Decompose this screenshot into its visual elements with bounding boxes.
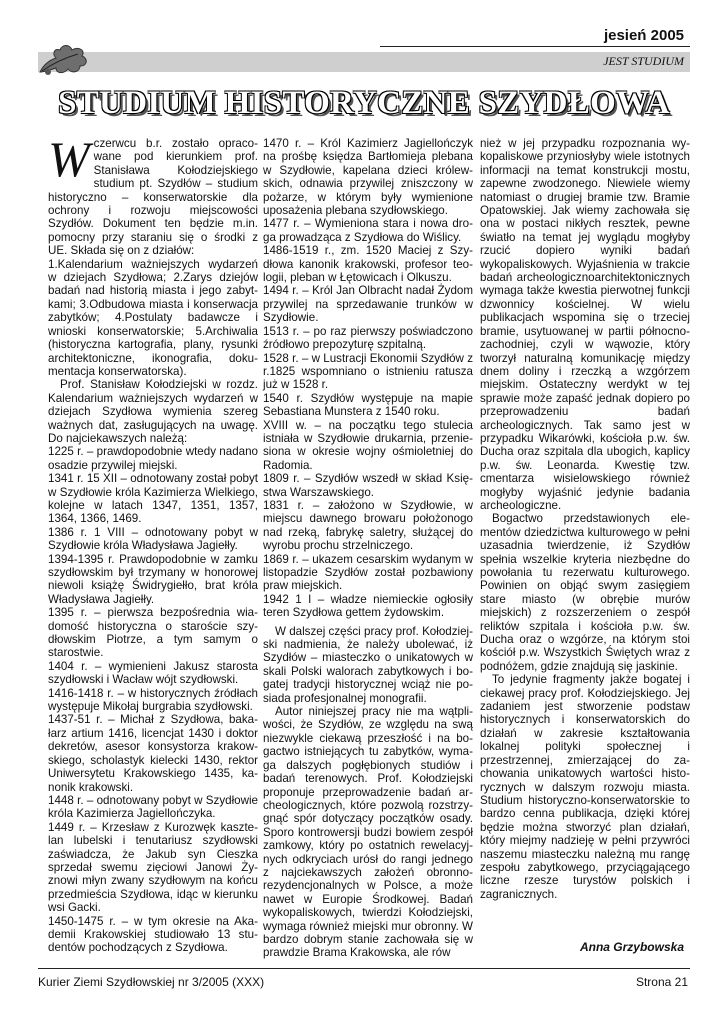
timeline-entry: 1225 r. – prawdopodobnie wtedy nadano osadzie przywilej miejski.: [48, 445, 258, 472]
timeline-entry: 1416-1418 r. – w historycznych źródłach występuje Mikołaj burgrabia szydłowski.: [48, 686, 258, 714]
timeline-entry: 1540 r. Szydłów występuje na mapie Sebastiana Munstera z 1540 roku.: [263, 391, 473, 419]
paragraph: Bogactwo przedstawionych elementów dziedzictwa kulturowego w pełni uzasadnia twierdzenie, iż Szydłów spełnia wszelkie kryteria niezbędne do powołania tu rezerwatu kulturowego. Powinien on objąć swym zasięgiem stare miasto (w obrębie murów miejskich) z rozszerzeniem o zespół reliktów szpitala i kościoła p.w. św. Ducha oraz o wzgórze, na którym stoi kościół p.w. Wszystkich Świętych wraz z podnóżem, gdzie znajdują się jaskinie.: [480, 512, 690, 673]
page-number: Strona 21: [635, 975, 688, 989]
timeline-entry: 1450-1475 r. – w tym okresie na Akademii Krakowskiej studiowało 13 studentów pochodzących z Szydłowa.: [48, 914, 258, 955]
timeline-entry: 1869 r. – ukazem cesarskim wydanym w listopadzie Szydłów został pozbawiony praw miejskich.: [263, 552, 473, 593]
issue-season: jesień 2005: [603, 27, 684, 44]
drop-cap: W: [48, 131, 90, 187]
timeline-entry: 1449 r. – Krzesław z Kurozwęk kasztelan lubelski i tenutariusz szydłowski zaświadcza, że Jakub syn Cieszka sprzedał swemu zięciowi Janowi Żyznowi młyn zwany szydłowym na końcu przedmieścia Szydłowa, idąc w kierunku wsi Gacki.: [48, 820, 258, 915]
timeline-entry: 1341 r. 15 XII – odnotowany został pobyt w Szydłowie króla Kazimierza Wielkiego, kolejne w latach 1347, 1351, 1357, 1364, 1366, 1469.: [48, 472, 258, 526]
timeline-entry: XVIII w. – na początku tego stulecia istniała w Szydłowie drukarnia, przeniesiona w okresie wojny ośmioletniej do Radomia.: [263, 418, 473, 472]
article-title: STUDIUM HISTORYCZNE SZYDŁOWA: [58, 85, 670, 121]
timeline-entry: 1809 r. – Szydłów wszedł w skład Księstwa Warszawskiego.: [263, 472, 473, 499]
paragraph: Prof. Stanisław Kołodziejski w rozdz. Kalendarium ważniejszych wydarzeń w dziejach Szydłowa wymienia szereg ważnych dat, zasługujących na uwagę. Do najciekawszych należą:: [48, 378, 258, 445]
section-bar: [38, 52, 690, 72]
timeline-entry: 1513 r. – po raz pierwszy poświadczono źródłowo prepozyturę szpitalną.: [263, 324, 473, 352]
paragraph: To jedynie fragmenty jakże bogatej i ciekawej pracy prof. Kołodziejskiego. Jej zadaniem jest stworzenie podstaw historycznych i konserwatorskich do działań w zakresie kształtowania lokalnej polityki społecznej i przestrzennej, zmierzającej do zachowania unikatowych wartości historycznych w dalszym rozwoju miasta. Studium historyczno-konserwatorskie to bardzo cenna publikacja, dzięki której będzie można stworzyć plan działań, który miejmy nadzieję w pełni przywróci naszemu miasteczku należną mu rangę zespołu zabytkowego, przyciągającego liczne rzesze turystów polskich i zagranicznych.: [480, 673, 690, 901]
paragraph: nież w jej przypadku rozpoznania wykopaliskowe przyniosłyby wiele istotnych informacji na temat konstrukcji mostu, zapewne zwodzonego. Niewiele wiemy natomiast o drugiej bramie tzw. Bramie Opatowskiej. Jak wiemy zachowała się ona w postaci nikłych resztek, pewne światło na temat jej wyglądu mogłyby rzucić dopiero wyniki badań wykopaliskowych. Wyjaśnienia w trakcie badań archeologicznoarchitektonicznych wymaga także kwestia pierwotnej funkcji dzwonnicy kościelnej. W wielu publikacjach wspomina się o trzeciej bramie, usytuowanej w partii północno-zachodniej, czyli w wąwozie, który tworzył naturalną komunikację między dnem doliny i rzeczką a wzgórzem miejskim. Ostateczny werdykt w tej sprawie może zapaść jednak dopiero po przeprowadzeniu badań archeologicznych. Tak samo jest w przypadku Wikarówki, kościoła p.w. św. Ducha oraz szpitala dla ubogich, kaplicy p.w. św. Leonarda. Kwestię tzw. cmentarza wisielowskiego również mogłyby wyjaśnić jedynie badania archeologiczne.: [480, 137, 690, 512]
paragraph: 1.Kalendarium ważniejszych wydarzeń w dziejach Szydłowa; 2.Zarys dziejów badań nad historią miasta i jego zabytkami; 3.Odbudowa miasta i konserwacja zabytków; 4.Postulaty badawcze i wnioski konserwatorskie; 5.Archiwalia (historyczna kartografia, plany, rysunki architektoniczne, ikonografia, dokumentacja konserwatorska).: [48, 257, 258, 378]
footer-rule: [38, 968, 690, 969]
section-label: JEST STUDIUM: [603, 54, 684, 68]
article-column-2: [263, 137, 473, 960]
timeline-entry: 1395 r. – pierwsza bezpośrednia wiadomość historyczna o staroście szydłowskim Piotrze, a tym samym o starostwie.: [48, 606, 258, 660]
timeline-entry: 1477 r. – Wymieniona stara i nowa droga prowadząca z Szydłowa do Wiślicy.: [263, 217, 473, 244]
paragraph: Autor niniejszej pracy nie ma wątpliwości, że Szydłów, ze względu na swą niezwykle ciekawą przeszłość i na bogactwo istniejących tu zabytków, wymaga dalszych pogłębionych studiów i badań terenowych. Prof. Kołodziejski proponuje przeprowadzenie badań archeologicznych, które pozwolą rozstrzygnąć spór dotyczący początków osady. Sporo kontrowersji budzi bowiem zespół zamkowy, który po ostatnich rewelacyjnych odkryciach urósł do rangi jednego z najciekawszych założeń obronnorezydencjonalnych w Polsce, a może nawet w Europie Środkowej. Badań wykopaliskowych, twierdzi Kołodziejski, wymaga również miejski mur obronny. W bardzo dobrym stanie zachowała się w prawdzie Brama Krakowska, ale rów: [263, 705, 473, 960]
article-column-3: [480, 137, 690, 901]
timeline-entry: 1470 r. – Król Kazimierz Jagiellończyk na prośbę księdza Bartłomieja plebana w Szydłowie, kapelana dzieci królewskich, odnawia przywilej zniszczony w pożarze, w którym były wymienione uposażenia plebana szydłowskiego.: [263, 137, 473, 218]
paragraph: czerwcu b.r. zostało opracowane pod kierunkiem prof. Stanisława Kołodziejskiego studium pt. Szydłów – studium historyczno – konserwatorskie dla ochrony i rozwoju miejscowości Szydłów. Dokument ten będzie m.in. pomocny przy staraniu się o środki z UE. Składa się on z działów:: [48, 137, 258, 258]
author-signature: Anna Grzybowska: [579, 940, 684, 954]
timeline-entry: 1448 r. – odnotowany pobyt w Szydłowie króla Kazimierza Jagiellończyka.: [48, 793, 258, 821]
publication-info: Kurier Ziemi Szydłowskiej nr 3/2005 (XXX): [38, 975, 265, 989]
timeline-entry: 1942 1 I – władze niemieckie ogłosiły teren Szydłowa gettem żydowskim.: [263, 592, 473, 620]
timeline-entry: 1394-1395 r. Prawdopodobnie w zamku szydłowskim był trzymany w honorowej niewoli książę Świdrygiełło, brat króla Władysława Jagiełły.: [48, 552, 258, 606]
paragraph: W dalszej części pracy prof. Kołodziejski nadmienia, że należy ubolewać, iż Szydłów – miasteczko o unikatowych w skali Polski walorach zabytkowych i bogatej tradycji historycznej wciąż nie posiada profesjonalnej monografii.: [263, 624, 473, 705]
timeline-entry: 1528 r. – w Lustracji Ekonomii Szydłów z r.1825 wspomniano o istnieniu ratusza już w 1528 r.: [263, 351, 473, 392]
timeline-entry: 1494 r. – Król Jan Olbracht nadał Żydom przywilej na sprzedawanie trunków w Szydłowie.: [263, 284, 473, 325]
article-column-1: [48, 131, 258, 955]
oak-leaf-icon: [34, 42, 92, 78]
timeline-entry: 1404 r. – wymienieni Jakusz starosta szydłowski i Wacław wójt szydłowski.: [48, 659, 258, 687]
timeline-entry: 1486-1519 r., zm. 1520 Maciej z Szydłowa kanonik krakowski, profesor teologii, pleban w Łętowicach i Olkuszu.: [263, 244, 473, 285]
header-rule: [380, 46, 690, 47]
timeline-entry: 1386 r. 1 VIII – odnotowany pobyt w Szydłowie króla Władysława Jagiełły.: [48, 525, 258, 553]
timeline-entry: 1437-51 r. – Michał z Szydłowa, bakałarz artium 1416, licencjat 1430 i doktor dekretów, asesor konsystorza krakowskiego, scholastyk kielecki 1430, rektor Uniwersytetu Krakowskiego 1435, kanonik krakowski.: [48, 713, 258, 794]
timeline-entry: 1831 r. – założono w Szydłowie, w miejscu dawnego browaru położonogo nad rzeką, fabrykę saletry, służącej do wyrobu prochu strzelniczego.: [263, 498, 473, 553]
